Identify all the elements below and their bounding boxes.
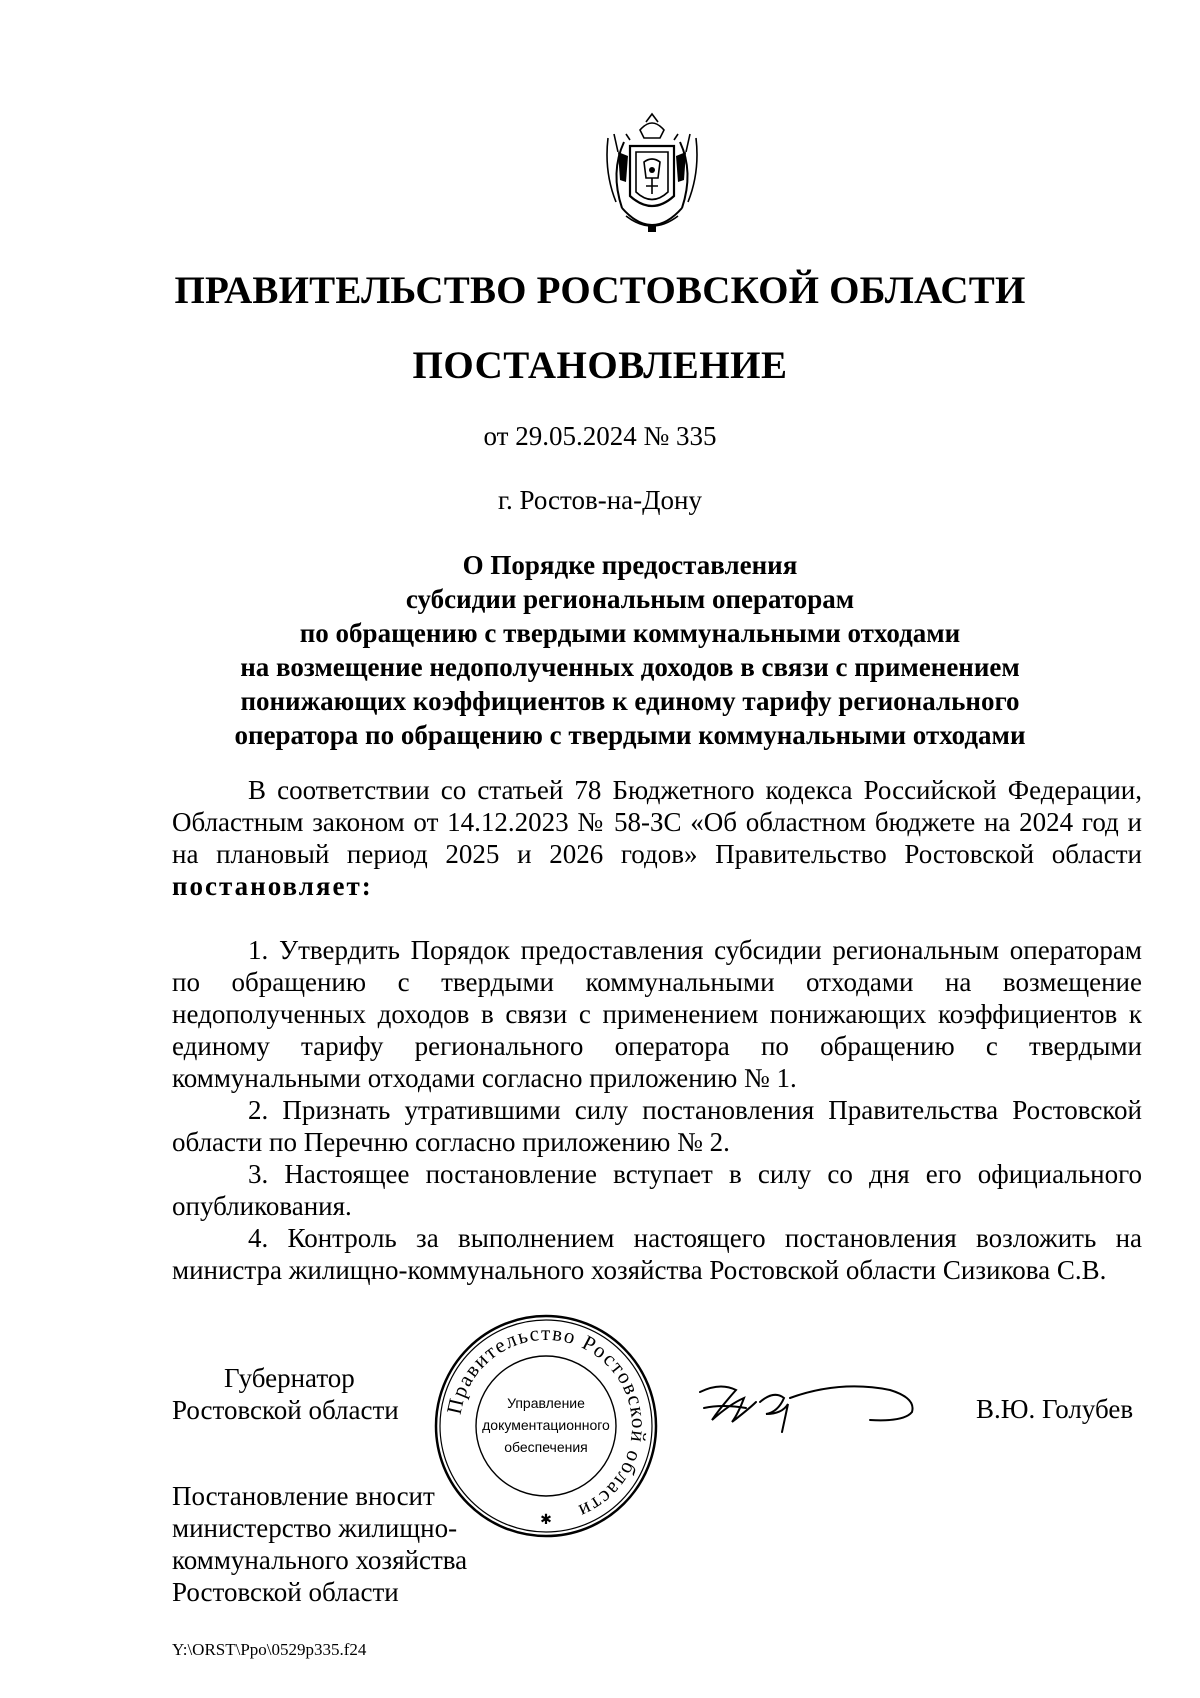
stamp-ring-text: Правительство Ростовской области	[441, 1320, 652, 1525]
title-line: субсидии региональным операторам	[405, 584, 855, 614]
signatory-position	[172, 1362, 399, 1426]
decree-item: 3. Настоящее постановление вступает в силу со дня его официального опубликования.	[172, 1159, 1142, 1221]
stamp-star-icon: ✱	[540, 1513, 552, 1528]
title-line: по обращению с твердыми коммунальными отходами	[299, 618, 961, 648]
title-line: понижающих коэффициентов к единому тарифу регионального	[240, 686, 1020, 716]
document-date-number: от 29.05.2024 № 335	[483, 421, 717, 451]
signatory-name: В.Ю. Голубев	[976, 1394, 1134, 1424]
decree-item: 1. Утвердить Порядок предоставления субсидии региональным операторам по обращению с твердыми коммунальными отходами на возмещение недополученных доходов в связи с применением понижающих коэффициентов к единому тарифу регионального оператора по обращению с твердыми коммунальными отходами согласно приложению № 1.	[172, 935, 1142, 1093]
introducer-line: Ростовской области	[172, 1577, 399, 1607]
introducer-block	[172, 1480, 467, 1608]
signatory-position-line: Ростовской области	[172, 1395, 399, 1425]
decree-word: постановляет:	[172, 871, 373, 901]
introducer-line: коммунального хозяйства	[172, 1545, 468, 1575]
document-type: ПОСТАНОВЛЕНИЕ	[412, 344, 788, 387]
file-path-footer: Y:\ORST\Ppo\0529p335.f24	[172, 1640, 367, 1659]
decree-item: 4. Контроль за выполнением настоящего постановления возложить на министра жилищно-коммунального хозяйства Ростовской области Сизикова С.В.	[172, 1223, 1142, 1285]
coat-of-arms-emblem	[600, 112, 704, 240]
stamp-center-line: обеспечения	[504, 1439, 588, 1455]
introducer-line: министерство жилищно-	[172, 1513, 458, 1543]
organization-name: ПРАВИТЕЛЬСТВО РОСТОВСКОЙ ОБЛАСТИ	[174, 269, 1026, 312]
introducer-line: Постановление вносит	[172, 1481, 435, 1511]
preamble-text: В соответствии со статьей 78 Бюджетного кодекса Российской Федерации, Областным законом от 14.12.2023 № 58-ЗС «Об областном бюджете на 2024 год и на плановый период 2025 и 2026 годов» Правительство Ростовской области	[172, 775, 1142, 869]
title-line: О Порядке предоставления	[462, 550, 798, 580]
document-city: г. Ростов-на-Дону	[497, 485, 702, 515]
signatory-position-line: Губернатор	[224, 1363, 355, 1393]
preamble-paragraph	[172, 774, 1142, 902]
document-title	[190, 548, 1070, 752]
stamp-center-line: документационного	[482, 1417, 610, 1433]
title-line: оператора по обращению с твердыми коммунальными отходами	[234, 720, 1026, 750]
title-line: на возмещение недополученных доходов в связи с применением	[240, 652, 1020, 682]
handwritten-signature	[690, 1368, 930, 1448]
decree-items	[172, 934, 1142, 1286]
stamp-center-line: Управление	[507, 1395, 585, 1411]
decree-item: 2. Признать утратившими силу постановления Правительства Ростовской области по Перечню согласно приложению № 2.	[172, 1095, 1142, 1157]
